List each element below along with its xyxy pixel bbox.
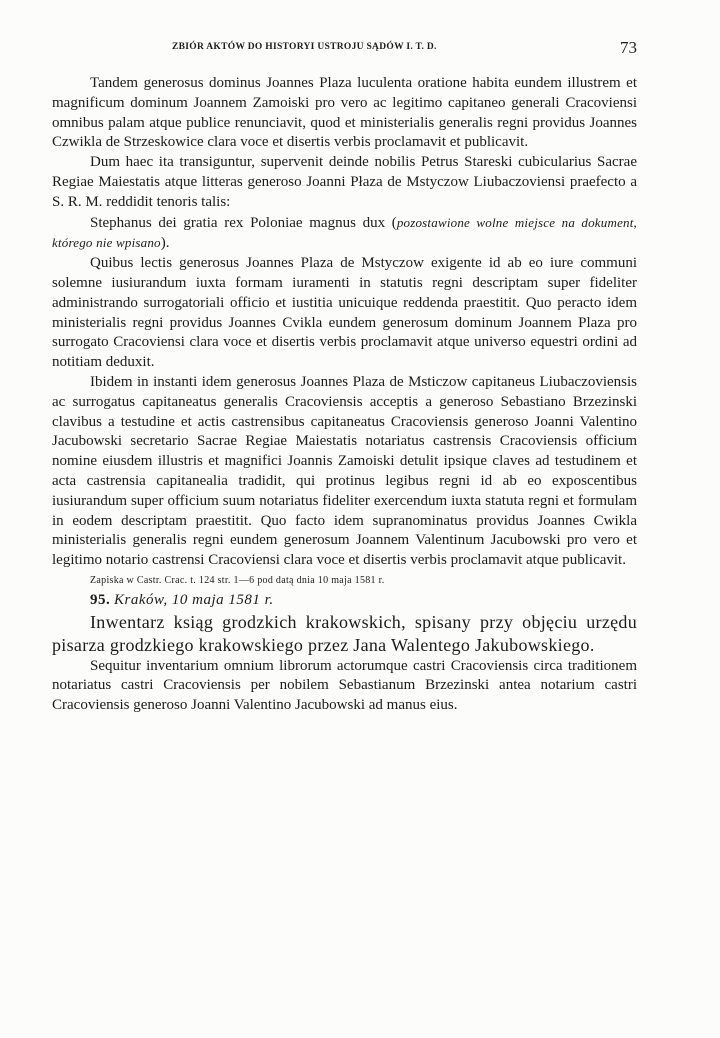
page-number: 73 xyxy=(620,38,637,57)
document-place-date: Kraków, 10 maja 1581 r. xyxy=(114,591,274,608)
page-header xyxy=(52,38,637,68)
running-head: ZBIÓR AKTÓW DO HISTORYI USTROJU SĄDÓW I. T. D. xyxy=(172,42,437,52)
page-body xyxy=(52,74,637,716)
paragraph: Quibus lectis generosus Joannes Plaza de Mstyczow exigente id ab eo iure communi solemne iusiurandum iuxta formam iuramenti in statutis regni descriptam super fideliter administrando surrogatoriali officio et iustitia unicuique reddenda praestitit. Quo peracto idem ministerialis regni providus Joannes Cvikla eundem generosum dominum Joannem Plaza pro surrogato Cracoviensi clara voce et disertis verbis proclamavit atque universo equestri ordini ad notitiam deduxit. xyxy=(52,255,637,371)
paragraph: Ibidem in instanti idem generosus Joannes Plaza de Msticzow capitaneus Liubaczoviensis ac surrogatus capitaneatus generalis Cracoviensis acceptis a generoso Sebastiano Brzezinski clavibus a testudine et actis castrensibus capitaneatus Cracoviensis generoso Joanni Valentino Jacubowski secretario Sacrae Regiae Maiestatis notariatus castrensis Cracoviensis officium nomine eiusdem illustris et magnifici Joannis Zamoiski detulit ipsique claves ad testudinem et acta castrensia capitanealia tradidit, qui protinus legibus regni id ab eo exposcentibus iusiurandum super officium suum notariatus fideliter exercendum iuxta statuta regni et formulam in eodem descriptam praestitit. Quo facto idem supranominatus providus Joannes Cwikla ministerialis generalis regni eundem generosum Joannem Valentinum Jacubowski pro vero et legitimo notario castrensi Cracoviensi clara voce et disertis verbis proclamavit atque publicavit. xyxy=(52,373,637,569)
italic-line-suffix: ). xyxy=(160,235,170,252)
italic-note-line xyxy=(52,213,637,255)
paragraph: Tandem generosus dominus Joannes Plaza luculenta oratione habita eundem illustrem et magnificum dominum Joannem Zamoiski pro vero ac legitimo capitaneo generali Cracoviensi omnibus palam atque publice renunciavit, quod et ministerialis generalis regni providus Joannes Czwikla de Strzeskowice clara voce et disertis verbis proclamavit et publicavit. xyxy=(52,75,637,151)
document-title: Inwentarz ksiąg grodzkich krakowskich, spisany przy objęciu urzędu pisarza grodzkiego krakowskiego przez Jana Walentego Jakubowskiego. xyxy=(52,611,637,655)
document-number: 95. xyxy=(90,591,111,608)
editorial-note: pozostawione wolne miejsce na dokument, którego nie wpisano xyxy=(52,214,637,251)
document-heading xyxy=(52,591,637,611)
italic-line-prefix: Stephanus dei gratia rex Poloniae magnus dux ( xyxy=(90,214,397,231)
paragraph: Dum haec ita transiguntur, supervenit deinde nobilis Petrus Stareski cubicularius Sacrae Regiae Maiestatis atque litteras generoso Joanni Płaza de Mstyczow Liubaczoviensi praefecto a S. R. M. reddidit tenoris talis: xyxy=(52,154,637,210)
document-body: Sequitur inventarium omnium librorum actorumque castri Cracoviensis circa traditionem notariatus castri Cracoviensis per nobilem Sebastianum Brzezinski antea notarium castri Cracoviensis generoso Joanni Valentino Jacubowski ad manus eius. xyxy=(52,657,637,714)
source-note: Zapiska w Castr. Crac. t. 124 str. 1—6 pod datą dnia 10 maja 1581 r. xyxy=(90,574,385,586)
